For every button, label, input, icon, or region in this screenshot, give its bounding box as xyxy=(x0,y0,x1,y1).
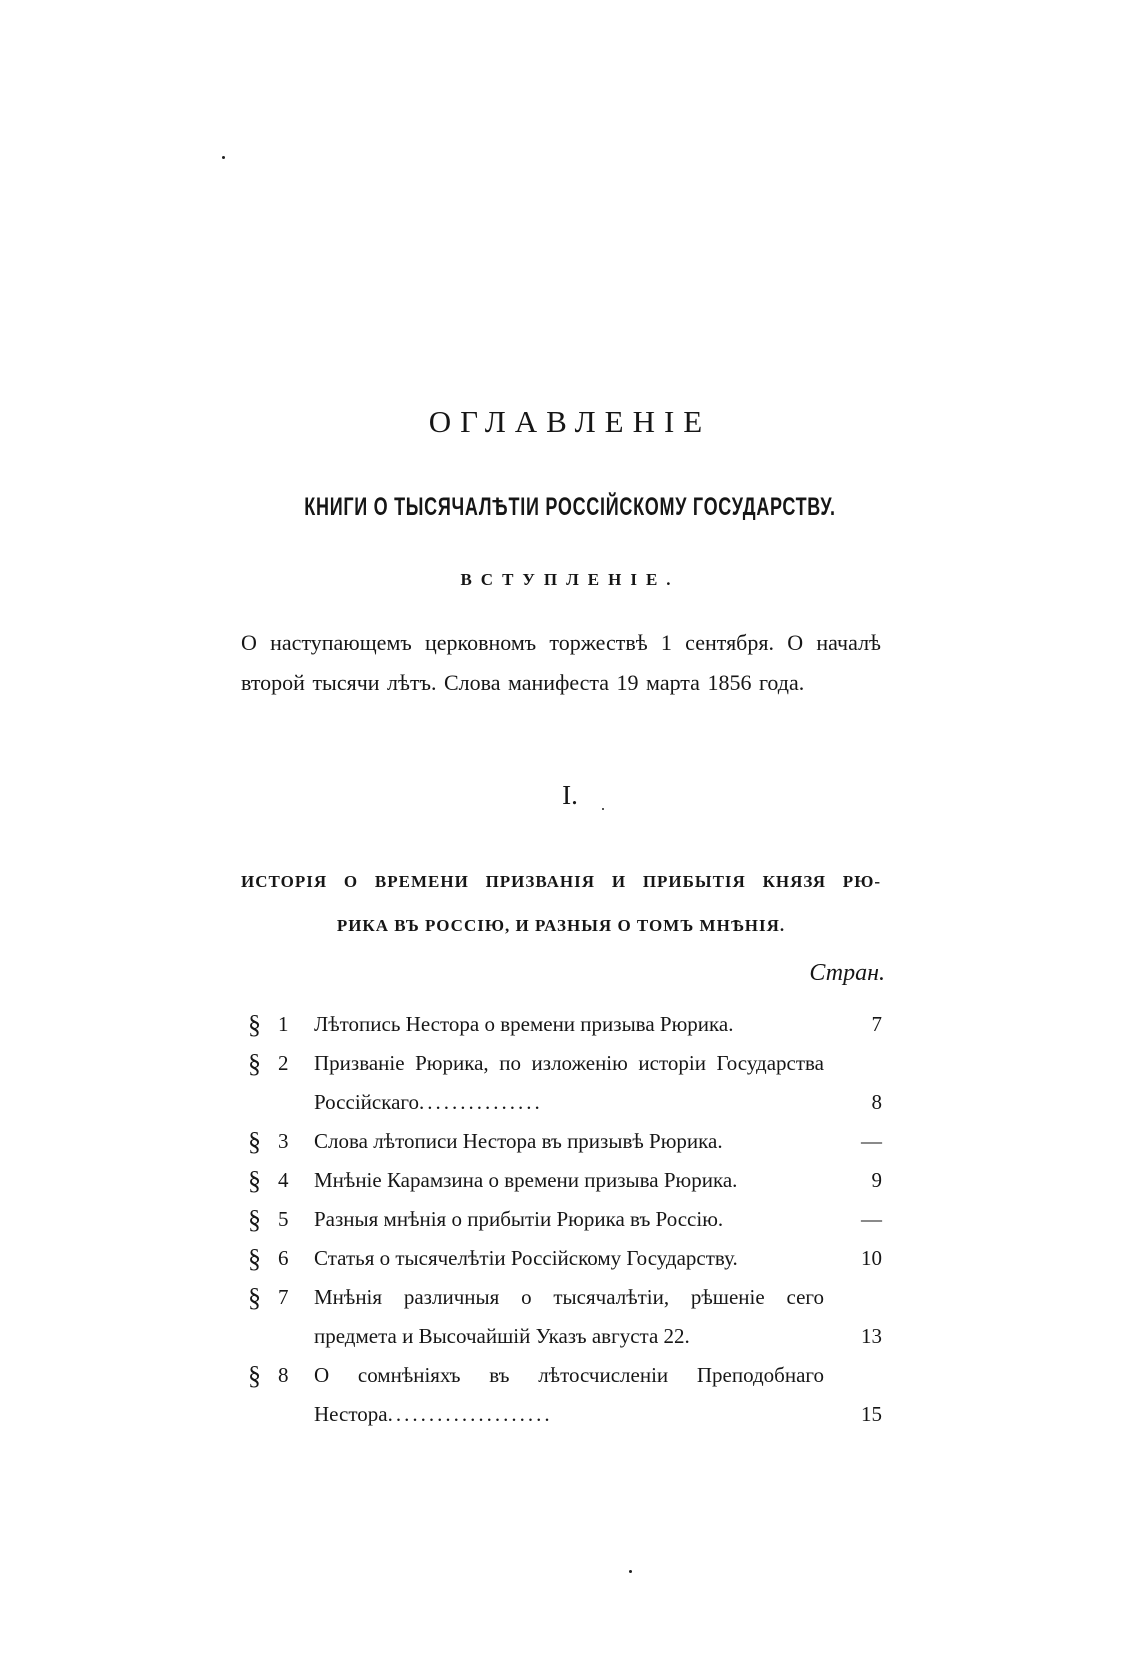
introduction-text: О наступающемъ церковномъ торжествѣ 1 сентября. О началѣ второй тысячи лѣтъ. Слова манифеста 19 марта 1856 года. xyxy=(241,630,881,695)
toc-entry[interactable] xyxy=(248,1005,886,1044)
toc-entry-page: 15 xyxy=(861,1402,882,1426)
section-sign: § xyxy=(248,1361,261,1390)
toc-entry-number: 1 xyxy=(278,1012,289,1036)
page-title: ОГЛАВЛЕНІЕ xyxy=(428,404,712,439)
dot-leader: .................... xyxy=(387,1402,553,1426)
toc-entry[interactable] xyxy=(248,1356,886,1434)
toc-entry-page: — xyxy=(861,1207,882,1231)
toc-entry-number: 4 xyxy=(278,1168,289,1192)
section-sign: § xyxy=(248,1049,261,1078)
toc-entry-page: 10 xyxy=(861,1246,882,1270)
toc-entry-text-content: О сомнѣніяхъ въ лѣтосчисленіи Преподобнаго Нестора xyxy=(314,1363,824,1426)
toc-entry-number: 2 xyxy=(278,1051,289,1075)
table-of-contents xyxy=(248,1005,886,1434)
toc-entry-text: Разныя мнѣнія о прибытіи Рюрика въ Россію. xyxy=(314,1207,724,1231)
toc-entry-number: 6 xyxy=(278,1246,289,1270)
toc-entry-page: 7 xyxy=(871,1012,882,1036)
dot-leader: ............... xyxy=(419,1090,543,1114)
section-sign: § xyxy=(248,1283,261,1312)
toc-entry-page: 13 xyxy=(861,1324,882,1348)
toc-entry[interactable] xyxy=(248,1122,886,1161)
section-sign: § xyxy=(248,1166,261,1195)
toc-entry-text: Статья о тысячелѣтіи Россійскому Государству. xyxy=(314,1246,738,1270)
toc-entry-text-content: Призваніе Рюрика, по изложенію исторіи Государства Россійскаго xyxy=(314,1051,824,1114)
pages-column-label: Стран. xyxy=(809,960,885,986)
chapter-title-line-2: РИКА ВЪ РОССІЮ, И РАЗНЫЯ О ТОМЪ МНѢНІЯ. xyxy=(336,916,786,935)
toc-entry-page: 8 xyxy=(871,1090,882,1114)
toc-entry-number: 3 xyxy=(278,1129,289,1153)
section-sign: § xyxy=(248,1127,261,1156)
toc-entry-text xyxy=(314,1044,824,1122)
introduction-heading: ВСТУПЛЕНІЕ. xyxy=(460,570,680,589)
toc-entry[interactable] xyxy=(248,1200,886,1239)
chapter-numeral: I. xyxy=(562,780,578,810)
book-subtitle: КНИГИ О ТЫСЯЧАЛѢТІИ РОССІЙСКОМУ ГОСУДАРСТВУ. xyxy=(304,493,836,521)
toc-entry-page: — xyxy=(861,1129,882,1153)
toc-entry-page: 9 xyxy=(871,1168,882,1192)
toc-entry[interactable] xyxy=(248,1044,886,1122)
chapter-title xyxy=(241,860,881,948)
scan-speck xyxy=(222,156,225,159)
toc-entry-text: Мнѣніе Карамзина о времени призыва Рюрика. xyxy=(314,1168,738,1192)
chapter-title-line-1: ИСТОРІЯ О ВРЕМЕНИ ПРИЗВАНІЯ И ПРИБЫТІЯ КНЯЗЯ РЮ- xyxy=(241,872,881,891)
toc-entry-text: Лѣтопись Нестора о времени призыва Рюрика. xyxy=(314,1012,734,1036)
toc-entry-number: 5 xyxy=(278,1207,289,1231)
section-sign: § xyxy=(248,1010,261,1039)
toc-entry-text: Слова лѣтописи Нестора въ призывѣ Рюрика. xyxy=(314,1129,723,1153)
toc-entry-number: 7 xyxy=(278,1285,289,1309)
section-sign: § xyxy=(248,1205,261,1234)
toc-entry[interactable] xyxy=(248,1278,886,1356)
toc-entry-text: Мнѣнія различныя о тысячалѣтіи, рѣшеніе сего предмета и Высочайшій Указъ августа 22. xyxy=(314,1285,824,1348)
section-sign: § xyxy=(248,1244,261,1273)
scan-speck xyxy=(602,808,604,810)
toc-entry[interactable] xyxy=(248,1161,886,1200)
toc-entry-text xyxy=(314,1356,824,1434)
scan-speck xyxy=(629,1570,632,1573)
toc-entry-number: 8 xyxy=(278,1363,289,1387)
toc-entry[interactable] xyxy=(248,1239,886,1278)
